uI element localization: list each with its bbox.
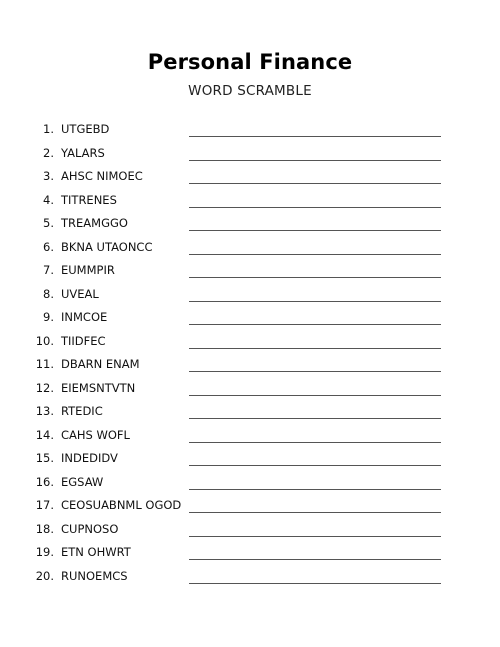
list-item	[0, 400, 500, 424]
list-item	[0, 565, 500, 589]
item-number: 10.	[35, 333, 54, 348]
answer-line	[189, 277, 441, 278]
item-number: 17.	[35, 498, 54, 512]
scrambled-word: CAHS WOFL	[61, 427, 130, 442]
scrambled-word: TITRENES	[61, 192, 117, 207]
answer-line	[189, 418, 441, 419]
answer-line	[189, 465, 441, 466]
item-number: 4.	[43, 192, 54, 207]
item-number: 14.	[35, 427, 54, 442]
list-item	[0, 306, 500, 330]
item-number: 6.	[43, 239, 54, 254]
scrambled-word: ETN OHWRT	[61, 545, 131, 559]
answer-line	[189, 536, 441, 537]
answer-line	[189, 348, 441, 349]
page-title: Personal Finance	[147, 50, 353, 74]
item-number: 9.	[43, 310, 54, 324]
scrambled-word: CEOSUABNML OGOD	[61, 498, 182, 512]
list-item	[0, 541, 500, 565]
item-number: 3.	[43, 169, 54, 183]
word-list	[0, 118, 500, 588]
list-item	[0, 447, 500, 471]
scrambled-word: UTGEBD	[61, 122, 110, 136]
scrambled-word: UVEAL	[61, 286, 99, 301]
item-number: 1.	[43, 122, 54, 136]
answer-line	[189, 371, 441, 372]
item-number: 8.	[43, 286, 54, 301]
list-item	[0, 236, 500, 260]
answer-line	[189, 324, 441, 325]
scrambled-word: RTEDIC	[61, 404, 103, 418]
item-number: 11.	[35, 357, 54, 371]
list-item	[0, 212, 500, 236]
list-item	[0, 118, 500, 142]
item-number: 18.	[35, 521, 54, 536]
answer-line	[189, 136, 441, 137]
answer-line	[189, 489, 441, 490]
item-number: 20.	[35, 568, 54, 583]
scrambled-word: BKNA UTAONCC	[61, 239, 153, 254]
list-item	[0, 165, 500, 189]
item-number: 15.	[35, 451, 54, 465]
answer-line	[189, 512, 441, 513]
answer-line	[189, 442, 441, 443]
scrambled-word: EGSAW	[61, 474, 104, 489]
list-item	[0, 189, 500, 213]
item-number: 5.	[43, 216, 54, 230]
page-subtitle: WORD SCRAMBLE	[188, 83, 312, 99]
scrambled-word: INDEDIDV	[61, 451, 118, 465]
answer-line	[189, 254, 441, 255]
list-item	[0, 283, 500, 307]
scrambled-word: TREAMGGO	[61, 216, 128, 230]
answer-line	[189, 160, 441, 161]
list-item	[0, 377, 500, 401]
scrambled-word: CUPNOSO	[61, 521, 119, 536]
item-number: 12.	[35, 380, 54, 395]
item-number: 16.	[35, 474, 54, 489]
list-item	[0, 353, 500, 377]
answer-line	[189, 395, 441, 396]
item-number: 7.	[43, 263, 54, 277]
scrambled-word: TIIDFEC	[61, 333, 106, 348]
item-number: 2.	[43, 145, 54, 160]
list-item	[0, 259, 500, 283]
scrambled-word: EIEMSNTVTN	[61, 380, 136, 395]
answer-line	[189, 183, 441, 184]
list-item	[0, 494, 500, 518]
answer-line	[189, 230, 441, 231]
answer-line	[189, 559, 441, 560]
scrambled-word: RUNOEMCS	[61, 568, 128, 583]
list-item	[0, 330, 500, 354]
scrambled-word: DBARN ENAM	[61, 357, 140, 371]
scrambled-word: AHSC NIMOEC	[61, 169, 143, 183]
answer-line	[189, 301, 441, 302]
scrambled-word: INMCOE	[61, 310, 108, 324]
list-item	[0, 142, 500, 166]
item-number: 13.	[35, 404, 54, 418]
list-item	[0, 518, 500, 542]
answer-line	[189, 583, 441, 584]
scrambled-word: YALARS	[61, 145, 105, 160]
list-item	[0, 424, 500, 448]
item-number: 19.	[35, 545, 54, 559]
answer-line	[189, 207, 441, 208]
scrambled-word: EUMMPIR	[61, 263, 115, 277]
list-item	[0, 471, 500, 495]
